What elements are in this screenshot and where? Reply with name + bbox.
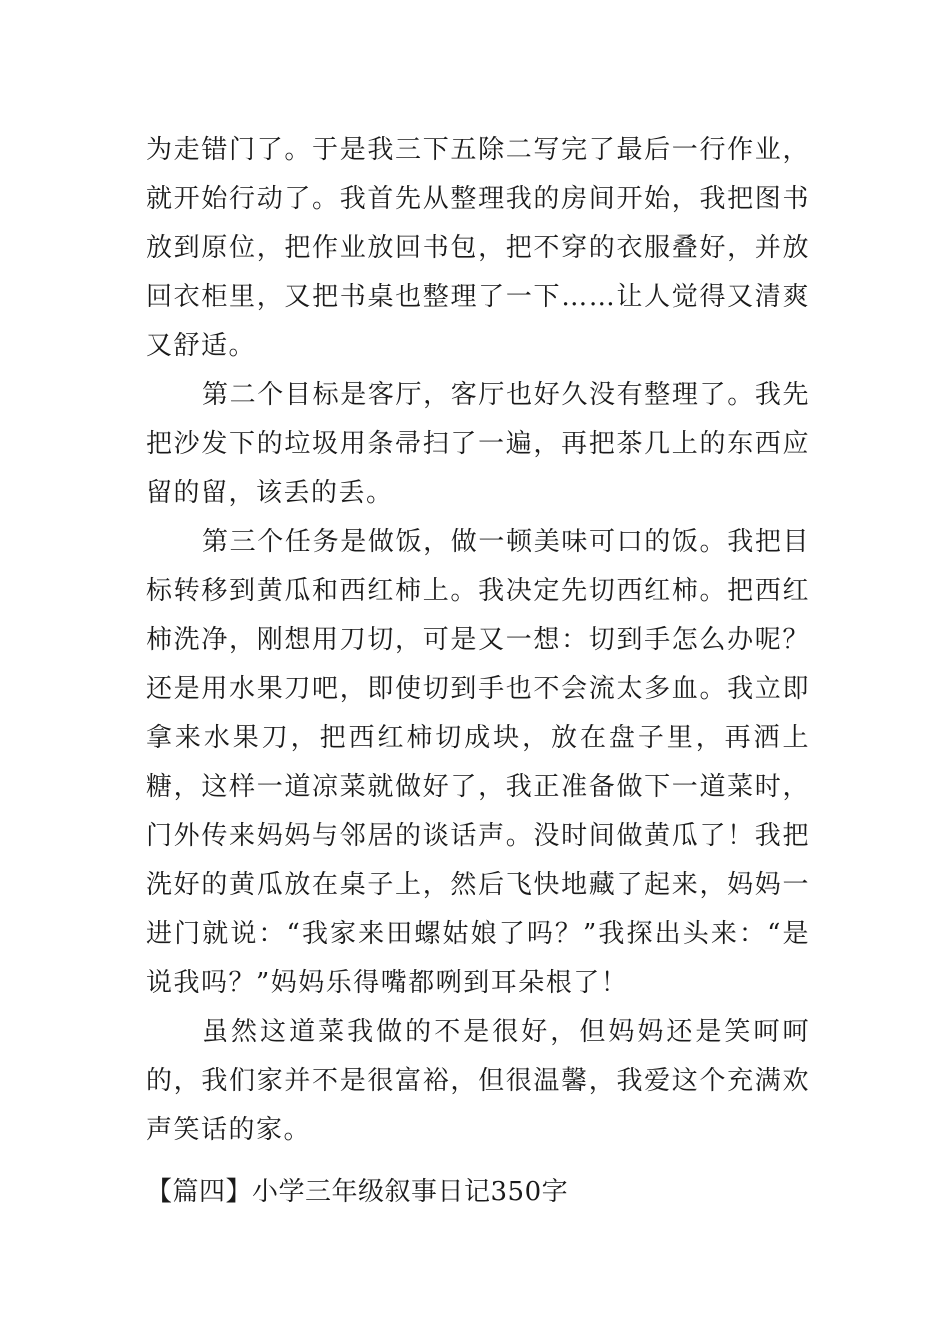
- paragraph-continuation: 为走错门了。于是我三下五除二写完了最后一行作业，就开始行动了。我首先从整理我的房间开始，我把图书放到原位，把作业放回书包，把不穿的衣服叠好，并放回衣柜里，又把书桌也整理了一下……让人觉得又清爽又舒适。: [146, 135, 810, 361]
- paragraph-conclusion: 虽然这道菜我做的不是很好，但妈妈还是笑呵呵的，我们家并不是很富裕，但很温馨，我爱这个充满欢声笑话的家。: [146, 1017, 810, 1145]
- paragraph-cooking: 第三个任务是做饭，做一顿美味可口的饭。我把目标转移到黄瓜和西红柿上。我决定先切西红柿。把西红柿洗净，刚想用刀切，可是又一想：切到手怎么办呢？还是用水果刀吧，即使切到手也不会流太多血。我立即拿来水果刀，把西红柿切成块，放在盘子里，再洒上糖，这样一道凉菜就做好了，我正准备做下一道菜时，门外传来妈妈与邻居的谈话声。没时间做黄瓜了！我把洗好的黄瓜放在桌子上，然后飞快地藏了起来，妈妈一进门就说：“我家来田螺姑娘了吗？”我探出头来：“是说我吗？”妈妈乐得嘴都咧到耳朵根了！: [146, 527, 810, 998]
- article-body: [146, 126, 810, 1155]
- paragraph-living-room: 第二个目标是客厅，客厅也好久没有整理了。我先把沙发下的垃圾用条帚扫了一遍，再把茶几上的东西应留的留，该丢的丢。: [146, 380, 810, 508]
- section-heading: 【篇四】小学三年级叙事日记350字: [146, 1177, 569, 1207]
